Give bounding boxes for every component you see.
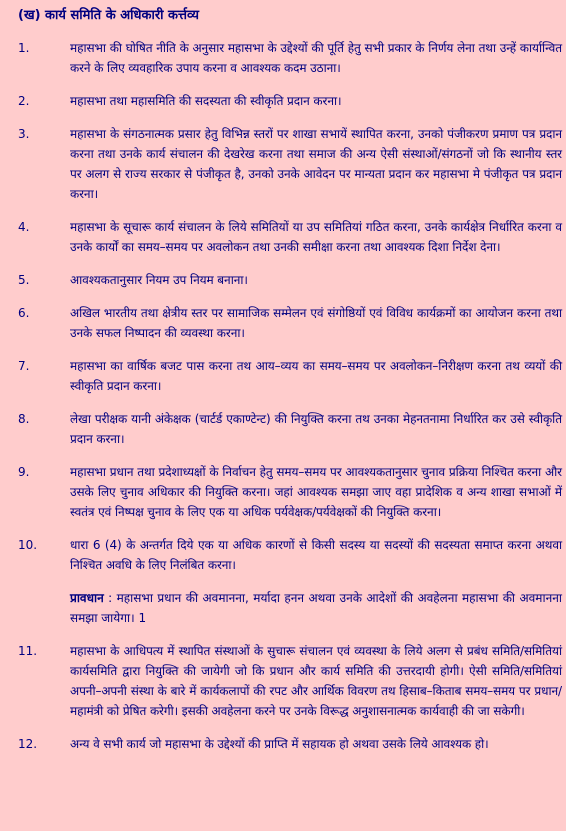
item-text: महासभा की घोषित नीति के अनुसार महासभा के उद्देश्यों की पूर्ति हेतु सभी प्रकार के निर्णय लेना तथा उन्हें कार्यान्वित करने के लिए व्यवहारिक उपाय करना व आवश्यक कदम उठाना। [70, 41, 562, 75]
provision-note [70, 588, 562, 628]
item-number: 8. [18, 412, 30, 426]
item-number: 11. [18, 644, 38, 658]
list-item [18, 124, 562, 204]
item-number: 2. [18, 94, 30, 108]
item-text: लेखा परीक्षक यानी अंकेक्षक (चार्टर्ड एकाण्टेन्ट) की नियुक्ति करना तथ उनका मेहनतनामा निर्धारित कर उसे स्वीकृति प्रदान करना। [70, 412, 562, 446]
list-item [18, 91, 562, 111]
item-text: आवश्यकतानुसार नियम उप नियम बनाना। [70, 273, 248, 287]
item-number: 6. [18, 306, 30, 320]
list-item [18, 409, 562, 449]
item-number: 12. [18, 737, 38, 751]
list-item [18, 270, 562, 290]
list-item [18, 641, 562, 721]
item-text: महासभा तथा महासमिति की सदस्यता की स्वीकृति प्रदान करना। [70, 94, 342, 108]
list-item [18, 303, 562, 343]
item-number: 7. [18, 359, 30, 373]
item-text: महासभा के सूचारू कार्य संचालन के लिये समितियों या उप समितियां गठित करना, उनके कार्यक्षेत्र निर्धारित करना व उनके कार्यों का समय–समय पर अवलोकन तथा उनकी समीक्षा करना तथा आवश्यक दिशा निर्देश देना। [70, 220, 562, 254]
item-number: 5. [18, 273, 30, 287]
item-text: अखिल भारतीय तथा क्षेत्रीय स्तर पर सामाजिक सम्मेलन एवं संगोष्ठियों एवं विविध कार्यक्रमों का आयोजन करना तथा उनके सफल निष्पादन की व्यवस्था करना। [70, 306, 562, 340]
list-item [18, 535, 562, 575]
item-number: 10. [18, 538, 38, 552]
item-number: 1. [18, 41, 30, 55]
item-text: महासभा के आधिपत्य में स्थापित संस्थाओं के सुचारू संचालन एवं व्यवस्था के लिये अलग से प्रबंध समिति/समितियां कार्यसमिति द्वारा नियुक्ति की जायेगी जो कि प्रधान और कार्य समिति की उत्तरदायी होगी। ऐसी समिति/समितियां अपनी–अपनी संस्था के बारे में कार्यकलापों की रपट और आर्थिक विवरण तथ हिसाब–किताब समय–समय पर प्रधान/महामंत्री को प्रेषित करेगी। इसकी अवहेलना करने पर उनके विरूद्ध अनुशासनात्मक कार्यवाही की जा सकेगी। [70, 644, 562, 718]
section-heading: (ख) कार्य समिति के अधिकारी कर्त्तव्य [18, 8, 200, 23]
list-item [18, 462, 562, 522]
item-text: अन्य वे सभी कार्य जो महासभा के उद्देश्यों की प्राप्ति में सहायक हो अथवा उसके लिये आवश्यक हो। [70, 737, 489, 751]
item-text: महासभा के संगठनात्मक प्रसार हेतु विभिन्न स्तरों पर शाखा सभायें स्थापित करना, उनको पंजीकरण प्रमाण पत्र प्रदान करना तथा उनके कार्य संचालन की देखरेख करना तथा समाज की अन्य ऐसी संस्थाओं/संगठनों जो कि स्थानीय स्तर पर अलग से राज्य सरकार से पंजीकृत है, उनको उनके आवेदन पर मान्यता प्रदान कर महासभा मे पंजीकृत पत्र प्रदान करना। [70, 127, 562, 201]
list-item [18, 217, 562, 257]
list-item [18, 734, 562, 754]
item-text: महासभा का वार्षिक बजट पास करना तथ आय–व्यय का समय–समय पर अवलोकन–निरीक्षण करना तथ व्ययों की स्वीकृति प्रदान करना। [70, 359, 562, 393]
item-number: 3. [18, 127, 30, 141]
provision-text: : महासभा प्रधान की अवमानना, मर्यादा हनन अथवा उनके आदेशों की अवहेलना महासभा की अवमानना समझा जायेगा। 1 [70, 591, 562, 625]
list-item [18, 38, 562, 78]
provision-label: प्रावधान [70, 591, 104, 605]
item-number: 9. [18, 465, 30, 479]
item-text: महासभा प्रधान तथा प्रदेशाध्यक्षों के निर्वाचन हेतु समय–समय पर आवश्यकतानुसार चुनाव प्रक्रिया निश्चित करना और उसके लिए चुनाव अधिकार की नियुक्ति करना। जहां आवश्यक समझा जाए वहा प्रादेशिक व अन्य शाखा सभाओं में स्वतंत्र एवं निष्पक्ष चुनाव के लिए एक या अधिक पर्यवेक्षक/पर्यवेक्षकों की नियुक्ति करना। [70, 465, 562, 519]
list-item [18, 356, 562, 396]
item-text: धारा 6 (4) के अन्तर्गत दिये एक या अधिक कारणों से किसी सदस्य या सदस्यों की सदस्यता समाप्त करना अथवा निश्चित अवधि के लिए निलंबित करना। [70, 538, 562, 572]
item-number: 4. [18, 220, 30, 234]
